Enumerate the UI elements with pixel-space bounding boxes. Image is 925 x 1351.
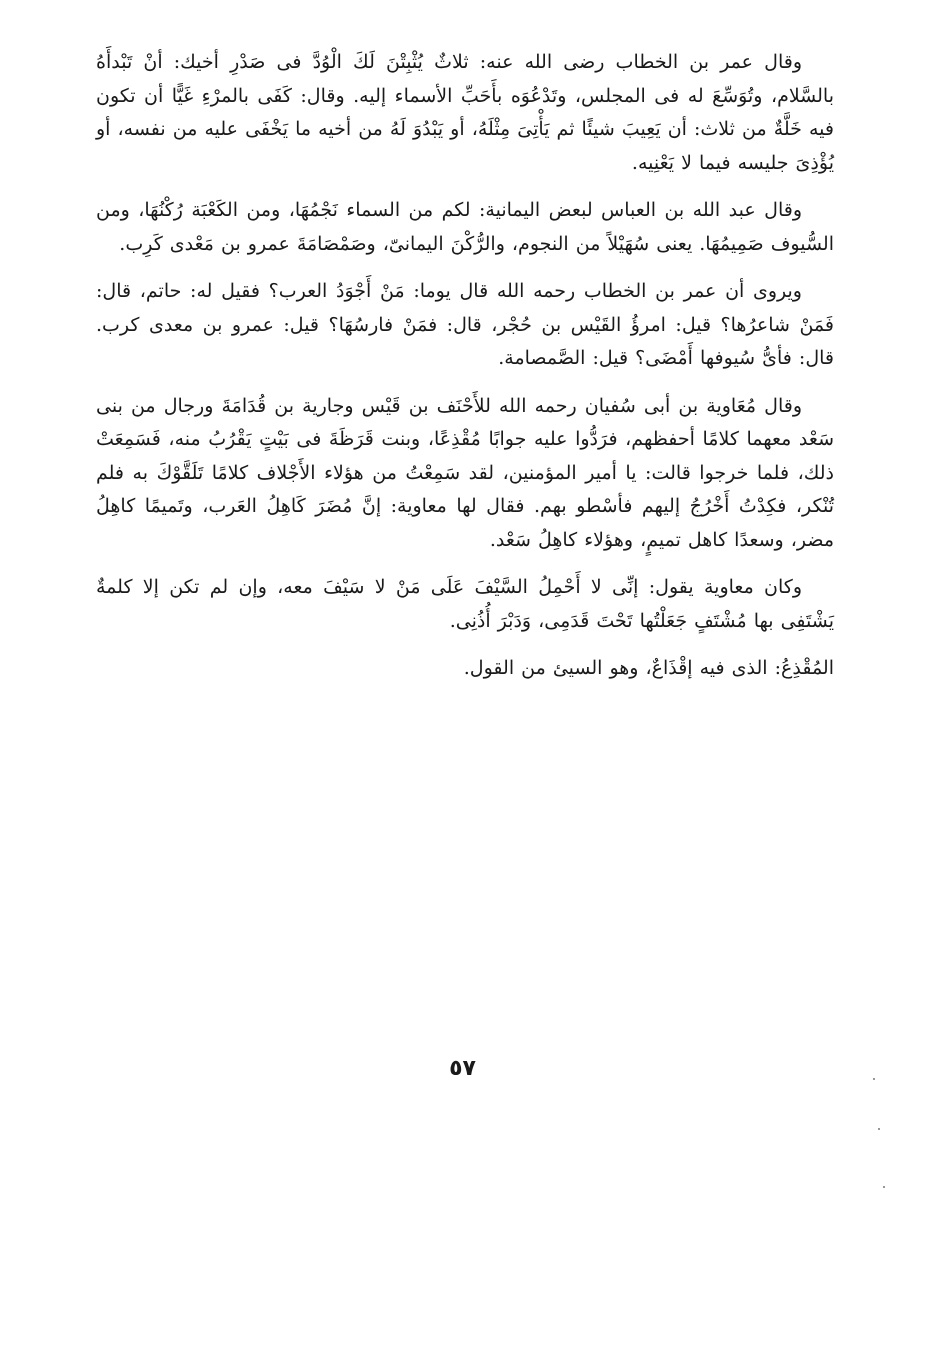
page-number: ٥٧ bbox=[449, 1056, 476, 1081]
scan-speck bbox=[873, 1078, 875, 1080]
paragraph: وقال مُعَاوية بن أبى سُفيان رحمه الله للأَحْنَف بن قَيْس وجارية بن قُدَامَةَ ورجال من بنى سَعْد معهما كلامًا أحفظهم، فرَدُّوا عليه جوابًا مُقْذِعًا، وبنت قَرَظَةَ فى بَيْتٍ يَقْرُبُ منه، فَسَمِعَتْ ذلك، فلما خرجوا قالت: يا أمير المؤمنين، لقد سَمِعْتُ من هؤلاء الأَجْلاف كلامًا تَلَقَّوْكَ به فلم تُنْكر، فكِدْتُ أَخْرُجُ إليهم فأسْطو بهم. فقال لها معاوية: إنَّ مُضَرَ كَاهِلُ العَرب، وتَميمًا كاهِلُ مضر، وسعدًا كاهل تميمٍ، وهؤلاء كاهِلُ سَعْد. bbox=[96, 394, 834, 551]
glossary-note: المُقْذِعُ: الذى فيه إقْذَاعٌ، وهو السيئ من القول. bbox=[463, 657, 834, 679]
paragraph: ويروى أن عمر بن الخطاب رحمه الله قال يوما: مَنْ أَجْوَدُ العرب؟ فقيل له: حاتم، قال: فَمَنْ شاعرُها؟ قيل: امرؤُ القَيْس بن حُجْر، قال: فمَنْ فارسُهَا؟ قيل: عمرو بن معدى كرب. قال: فأىُّ سُيوفها أَمْضَى؟ قيل: الصَّمصامة. bbox=[96, 280, 834, 369]
page-body bbox=[96, 46, 834, 700]
paragraph: وكان معاوية يقول: إنِّى لا أَحْمِلُ السَّيْفَ عَلَى مَنْ لا سَيْفَ معه، وإن لم تكن إلا كلمةٌ يَشْتَفِى بها مُشْتَفٍ جَعَلْتُها تَحْتَ قَدَمِى، وَدَبْرَ أُذُنِى. bbox=[96, 576, 834, 632]
scan-speck bbox=[883, 1186, 885, 1188]
paragraph: وقال عمر بن الخطاب رضى الله عنه: ثلاثٌ يُثْبِتْنَ لَكَ الْوُدَّ فى صَدْرِ أخيك: أنْ تَبْدأَهُ بالسَّلام، وتُوَسِّعَ له فى المجلس، وتَدْعُوَه بأَحَبِّ الأسماء إليه. وقال: كَفَى بالمرْءِ غَيًّا أن تكون فيه خَلَّةٌ من ثلاث: أن يَعِيبَ شيئًا ثم يَأْتِىَ مِثْلَهُ، أو يَبْدُوَ لَهُ من أخيه ما يَخْفَى عليه من نفسه، أو يُؤْذِىَ جليسه فيما لا يَعْنِيه. bbox=[96, 51, 834, 174]
scan-speck bbox=[878, 1128, 880, 1130]
paragraph: وقال عبد الله بن العباس لبعض اليمانية: لكم من السماء نَجْمُهَا، ومن الكَعْبَة رُكْنُهَا، ومن السُّيوف صَمِيمُهَا. يعنى سُهَيْلاً من النجوم، والرُّكْنَ اليمانىّ، وصَمْصَامَةَ عمرو بن مَعْدى كَرِب. bbox=[96, 199, 834, 255]
